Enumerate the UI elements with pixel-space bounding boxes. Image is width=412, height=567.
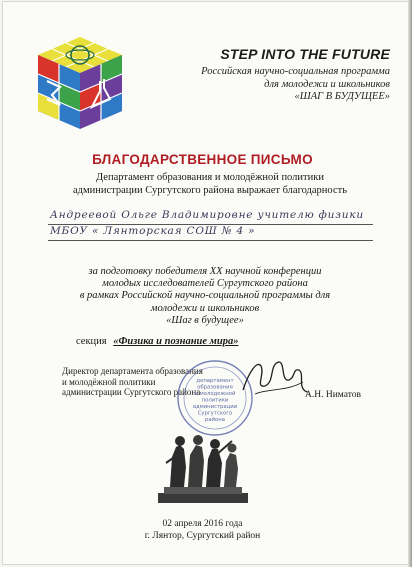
stamp-line: района <box>204 417 226 423</box>
section-value: «Физика и познание мира» <box>113 336 239 347</box>
scan-edge <box>408 0 412 567</box>
program-line: «ШАГ В БУДУЩЕЕ» <box>294 91 390 102</box>
reason-line: молодых исследователей Сургутского района <box>102 278 308 290</box>
program-subtitle <box>160 66 390 104</box>
handwritten-signature <box>235 352 315 402</box>
letter-title: БЛАГОДАРСТВЕННОЕ ПИСЬМО <box>92 152 313 167</box>
director-line: администрации Сургутского района <box>62 387 201 397</box>
reason-text <box>30 266 380 327</box>
recipient-school: МБОУ « Лянторская СОШ № 4 » <box>50 225 256 237</box>
signer-name: А.Н. Ниматов <box>305 390 361 400</box>
underline <box>48 240 373 241</box>
reason-line: за подготовку победителя XX научной конференции <box>88 266 322 277</box>
section-label: секция <box>76 336 107 347</box>
step-into-future-logo <box>30 33 130 133</box>
stamp-line: и молодежной <box>194 391 236 397</box>
monument-illustration <box>150 427 255 507</box>
reason-line: в рамках Российской научно-социальной программы для <box>79 290 331 302</box>
stamp-line: Сургутского <box>197 410 233 417</box>
date-place <box>0 519 405 542</box>
date-line: 02 апреля 2016 года <box>162 519 243 529</box>
reason-line: «Шаг в будущее» <box>166 314 244 326</box>
section-line <box>76 336 238 347</box>
department-text <box>20 172 400 197</box>
stamp-line: администрации <box>192 404 238 410</box>
department-line: администрации Сургутского района выражает благодарность <box>73 184 347 196</box>
department-line: Департамент образования и молодёжной политики <box>96 172 324 183</box>
stamp-line: департамент <box>196 378 234 384</box>
director-line: и молодёжной политики <box>62 376 156 387</box>
program-line: для молодежи и школьников <box>264 78 390 90</box>
place-line: г. Лянтор, Сургутский район <box>144 530 261 541</box>
program-title-en: STEP INTO THE FUTURE <box>220 46 390 62</box>
director-line: Директор департамента образования <box>62 366 203 376</box>
recipient-name: Андреевой Ольге Владимировне учителю физики <box>50 209 364 221</box>
program-line: Российская научно-социальная программа <box>201 66 390 77</box>
stamp-line: образования <box>197 384 233 391</box>
reason-line: молодежи и школьников <box>150 302 260 314</box>
stamp-line: политики <box>201 397 229 404</box>
